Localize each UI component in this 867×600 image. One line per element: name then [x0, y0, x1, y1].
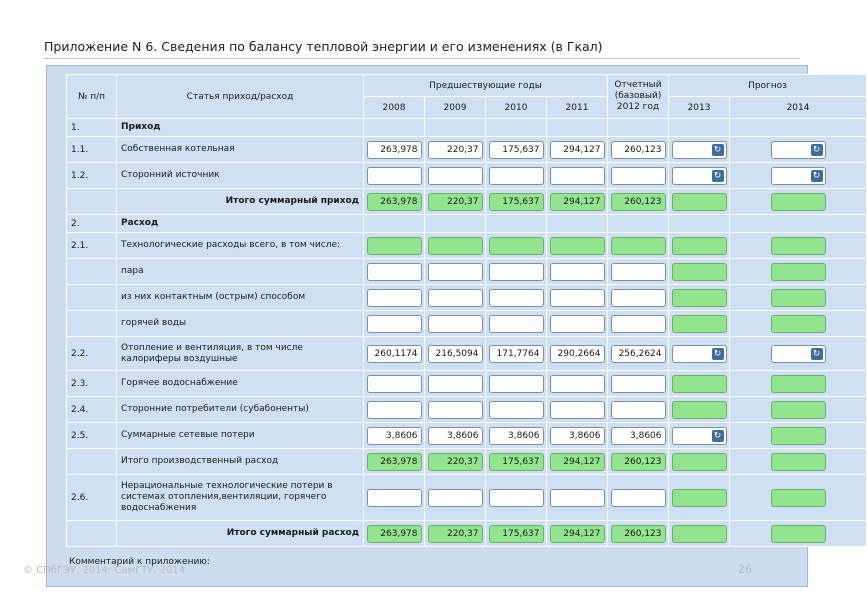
header-year: 2013	[669, 97, 730, 119]
value-input[interactable]: 220,37	[428, 193, 483, 211]
refresh-icon[interactable]: ↻	[811, 170, 823, 182]
value-cell	[486, 259, 547, 285]
value-cell	[730, 119, 867, 137]
table-row	[67, 337, 867, 371]
value-cell	[425, 137, 486, 163]
value-input[interactable]: 290,2664	[550, 345, 605, 363]
header-year: 2011	[547, 97, 608, 119]
row-label: Суммарные сетевые потери	[117, 423, 364, 449]
value-input[interactable]	[611, 263, 666, 281]
forecast-select[interactable]	[672, 167, 727, 185]
value-cell	[669, 397, 730, 423]
value-cell	[669, 371, 730, 397]
row-label: Сторонние потребители (субабоненты)	[117, 397, 364, 423]
value-cell	[608, 397, 669, 423]
value-input[interactable]	[672, 453, 727, 471]
value-cell	[669, 521, 730, 547]
value-input[interactable]	[550, 237, 605, 255]
header-row-1	[67, 75, 867, 97]
row-number	[67, 259, 117, 285]
value-input[interactable]	[771, 193, 826, 211]
value-input[interactable]	[672, 375, 727, 393]
value-input[interactable]	[367, 489, 422, 507]
value-cell	[486, 119, 547, 137]
value-input[interactable]	[611, 489, 666, 507]
row-label: Горячее водоснабжение	[117, 371, 364, 397]
value-input[interactable]	[489, 401, 544, 419]
value-input[interactable]	[611, 375, 666, 393]
value-input[interactable]	[672, 401, 727, 419]
value-input[interactable]	[550, 289, 605, 307]
forecast-select[interactable]	[771, 345, 826, 363]
value-input[interactable]: 294,127	[550, 193, 605, 211]
value-cell	[364, 475, 425, 521]
value-cell	[547, 119, 608, 137]
forecast-select[interactable]	[672, 345, 727, 363]
refresh-icon[interactable]: ↻	[712, 144, 724, 156]
value-input[interactable]	[611, 237, 666, 255]
table-row	[67, 397, 867, 423]
title-divider	[44, 58, 800, 59]
value-cell	[425, 423, 486, 449]
value-cell	[425, 233, 486, 259]
value-input[interactable]	[611, 315, 666, 333]
table-row	[67, 259, 867, 285]
value-cell	[669, 259, 730, 285]
value-cell	[364, 189, 425, 215]
refresh-icon[interactable]: ↻	[811, 144, 823, 156]
table-row	[67, 371, 867, 397]
value-cell	[608, 371, 669, 397]
row-number: 2.6.	[67, 475, 117, 521]
value-cell	[547, 215, 608, 233]
value-input[interactable]: 260,123	[611, 525, 666, 543]
value-input[interactable]	[771, 263, 826, 281]
row-label: Отопление и вентиляция, в том числе калориферы воздушные	[117, 337, 364, 371]
table-row	[67, 285, 867, 311]
value-cell	[364, 119, 425, 137]
value-cell	[669, 285, 730, 311]
value-input[interactable]: 220,37	[428, 453, 483, 471]
value-input[interactable]	[611, 289, 666, 307]
value-cell	[730, 137, 867, 163]
value-cell	[486, 189, 547, 215]
value-cell	[669, 337, 730, 371]
value-cell	[608, 233, 669, 259]
value-cell	[486, 397, 547, 423]
row-label: из них контактным (острым) способом	[117, 285, 364, 311]
value-cell	[486, 475, 547, 521]
refresh-icon[interactable]: ↻	[712, 430, 724, 442]
forecast-select[interactable]	[771, 141, 826, 159]
row-label: горячей воды	[117, 311, 364, 337]
row-number	[67, 189, 117, 215]
table-row	[67, 189, 867, 215]
value-cell	[486, 137, 547, 163]
value-input[interactable]	[367, 263, 422, 281]
value-input[interactable]	[550, 489, 605, 507]
value-input[interactable]	[611, 401, 666, 419]
row-label: Итого суммарный расход	[117, 521, 364, 547]
value-cell	[608, 449, 669, 475]
value-input[interactable]	[428, 489, 483, 507]
value-input[interactable]	[428, 401, 483, 419]
table-row	[67, 449, 867, 475]
value-cell	[547, 285, 608, 311]
table-row	[67, 163, 867, 189]
value-input[interactable]: 263,978	[367, 193, 422, 211]
value-cell	[486, 371, 547, 397]
value-input[interactable]: 263,978	[367, 525, 422, 543]
value-cell	[486, 233, 547, 259]
value-input[interactable]: 263,978	[367, 141, 422, 159]
value-cell	[608, 163, 669, 189]
value-cell	[425, 449, 486, 475]
value-input[interactable]	[672, 289, 727, 307]
value-input[interactable]	[672, 315, 727, 333]
value-cell	[425, 119, 486, 137]
table-row	[67, 233, 867, 259]
value-cell	[730, 163, 867, 189]
value-cell	[730, 259, 867, 285]
value-input[interactable]	[367, 401, 422, 419]
value-cell	[364, 337, 425, 371]
value-cell	[425, 285, 486, 311]
value-input[interactable]	[771, 315, 826, 333]
value-cell	[730, 423, 867, 449]
value-input[interactable]: 175,637	[489, 525, 544, 543]
value-input[interactable]	[550, 401, 605, 419]
value-cell	[364, 137, 425, 163]
value-input[interactable]: 3,8606	[428, 427, 483, 445]
balance-table	[66, 74, 867, 547]
value-input[interactable]: 175,637	[489, 193, 544, 211]
row-number	[67, 449, 117, 475]
value-cell	[730, 449, 867, 475]
forecast-select[interactable]	[771, 167, 826, 185]
value-cell	[547, 311, 608, 337]
row-number: 1.1.	[67, 137, 117, 163]
value-cell	[364, 371, 425, 397]
value-input[interactable]	[771, 427, 826, 445]
value-input[interactable]	[672, 193, 727, 211]
value-input[interactable]: 260,123	[611, 453, 666, 471]
value-input[interactable]	[771, 375, 826, 393]
value-input[interactable]	[672, 237, 727, 255]
value-cell	[730, 371, 867, 397]
value-input[interactable]	[489, 167, 544, 185]
value-cell	[669, 311, 730, 337]
table-row	[67, 215, 867, 233]
value-cell	[547, 521, 608, 547]
value-input[interactable]	[367, 375, 422, 393]
value-input[interactable]	[367, 289, 422, 307]
value-input[interactable]: 175,637	[489, 141, 544, 159]
refresh-icon[interactable]: ↻	[712, 170, 724, 182]
value-cell	[364, 259, 425, 285]
table-row	[67, 475, 867, 521]
value-input[interactable]	[672, 489, 727, 507]
value-cell	[425, 215, 486, 233]
value-cell	[486, 449, 547, 475]
row-label: Приход	[117, 119, 364, 137]
value-input[interactable]	[489, 289, 544, 307]
copyright-footer: © СПбГЭУ, 2014; СамГТУ, 2014	[23, 565, 186, 576]
value-cell	[730, 475, 867, 521]
header-year: 2009	[425, 97, 486, 119]
value-cell	[547, 371, 608, 397]
value-cell	[486, 423, 547, 449]
value-input[interactable]	[550, 375, 605, 393]
header-reported	[608, 75, 669, 119]
value-input[interactable]: 3,8606	[550, 427, 605, 445]
row-label: Нерациональные технологические потери в системах отопления,вентиляции, горячего водоснабжения	[117, 475, 364, 521]
value-cell	[730, 189, 867, 215]
value-input[interactable]: 220,37	[428, 525, 483, 543]
value-cell	[486, 163, 547, 189]
value-cell	[425, 371, 486, 397]
refresh-icon[interactable]: ↻	[712, 348, 724, 360]
header-year: 2008	[364, 97, 425, 119]
table-row	[67, 137, 867, 163]
value-cell	[608, 215, 669, 233]
value-input[interactable]: 220,37	[428, 141, 483, 159]
header-forecast: Прогноз	[669, 75, 867, 97]
value-cell	[364, 163, 425, 189]
row-number	[67, 285, 117, 311]
value-cell	[364, 397, 425, 423]
value-input[interactable]	[428, 263, 483, 281]
value-cell	[730, 233, 867, 259]
refresh-icon[interactable]: ↻	[811, 348, 823, 360]
header-year: 2010	[486, 97, 547, 119]
value-input[interactable]: 294,127	[550, 525, 605, 543]
value-input[interactable]: 260,123	[611, 141, 666, 159]
row-label: Итого суммарный приход	[117, 189, 364, 215]
value-input[interactable]	[489, 263, 544, 281]
value-input[interactable]	[489, 315, 544, 333]
value-input[interactable]	[771, 489, 826, 507]
value-input[interactable]	[489, 375, 544, 393]
value-cell	[486, 311, 547, 337]
value-input[interactable]: 256,2624	[611, 345, 666, 363]
value-input[interactable]: 294,127	[550, 453, 605, 471]
value-cell	[608, 285, 669, 311]
value-input[interactable]	[771, 453, 826, 471]
forecast-select[interactable]	[672, 141, 727, 159]
value-input[interactable]: 216,5094	[428, 345, 483, 363]
comment-label: Комментарий к приложению:	[69, 557, 210, 567]
value-cell	[669, 475, 730, 521]
header-year: 2014	[730, 97, 867, 119]
page-number: 26	[738, 563, 752, 576]
table-row	[67, 311, 867, 337]
value-cell	[730, 311, 867, 337]
table-row	[67, 423, 867, 449]
row-number: 2.3.	[67, 371, 117, 397]
page-title: Приложение N 6. Сведения по балансу тепловой энергии и его изменениях (в Гкал)	[44, 39, 603, 54]
value-cell	[608, 189, 669, 215]
header-num: № п/п	[67, 75, 117, 119]
value-cell	[486, 285, 547, 311]
value-cell	[669, 449, 730, 475]
value-cell	[425, 521, 486, 547]
value-cell	[669, 163, 730, 189]
value-input[interactable]: 171,7764	[489, 345, 544, 363]
value-cell	[669, 189, 730, 215]
row-number: 1.	[67, 119, 117, 137]
row-label: Расход	[117, 215, 364, 233]
row-number	[67, 311, 117, 337]
value-cell	[425, 397, 486, 423]
value-cell	[547, 259, 608, 285]
value-cell	[608, 311, 669, 337]
row-label: Собственная котельная	[117, 137, 364, 163]
value-cell	[730, 397, 867, 423]
value-cell	[669, 119, 730, 137]
value-input[interactable]	[771, 525, 826, 543]
value-cell	[730, 215, 867, 233]
row-label: Технологические расходы всего, в том числе:	[117, 233, 364, 259]
value-input[interactable]	[771, 401, 826, 419]
value-cell	[364, 423, 425, 449]
row-number: 2.2.	[67, 337, 117, 371]
value-cell	[608, 119, 669, 137]
value-input[interactable]	[550, 315, 605, 333]
value-input[interactable]	[489, 489, 544, 507]
value-input[interactable]: 294,127	[550, 141, 605, 159]
value-input[interactable]	[771, 289, 826, 307]
value-cell	[486, 521, 547, 547]
value-input[interactable]: 260,123	[611, 193, 666, 211]
value-cell	[425, 475, 486, 521]
value-input[interactable]	[367, 237, 422, 255]
value-cell	[669, 233, 730, 259]
row-label: Итого производственный расход	[117, 449, 364, 475]
row-number: 2.4.	[67, 397, 117, 423]
row-number	[67, 521, 117, 547]
value-cell	[730, 337, 867, 371]
value-cell	[547, 397, 608, 423]
value-input[interactable]: 3,8606	[489, 427, 544, 445]
value-cell	[547, 163, 608, 189]
value-cell	[547, 337, 608, 371]
value-input[interactable]	[771, 237, 826, 255]
row-number: 2.1.	[67, 233, 117, 259]
table-row	[67, 119, 867, 137]
value-input[interactable]: 263,978	[367, 453, 422, 471]
value-input[interactable]	[428, 375, 483, 393]
value-input[interactable]	[550, 263, 605, 281]
value-cell	[608, 423, 669, 449]
table-row	[67, 521, 867, 547]
row-label: Сторонний источник	[117, 163, 364, 189]
header-article: Статья приход/расход	[117, 75, 364, 119]
value-cell	[547, 423, 608, 449]
value-cell	[669, 423, 730, 449]
value-cell	[608, 337, 669, 371]
value-cell	[608, 521, 669, 547]
value-cell	[547, 189, 608, 215]
value-input[interactable]	[367, 315, 422, 333]
value-input[interactable]	[428, 167, 483, 185]
value-cell	[486, 337, 547, 371]
value-cell	[364, 215, 425, 233]
value-cell	[364, 311, 425, 337]
value-cell	[425, 189, 486, 215]
value-input[interactable]	[489, 237, 544, 255]
value-input[interactable]	[428, 237, 483, 255]
value-input[interactable]	[550, 167, 605, 185]
value-input[interactable]: 3,8606	[367, 427, 422, 445]
value-cell	[364, 285, 425, 311]
value-cell	[608, 137, 669, 163]
header-prev-years: Предшествующие годы	[364, 75, 608, 97]
value-cell	[486, 215, 547, 233]
value-cell	[364, 233, 425, 259]
row-number: 2.5.	[67, 423, 117, 449]
value-cell	[547, 137, 608, 163]
value-input[interactable]: 175,637	[489, 453, 544, 471]
value-cell	[425, 163, 486, 189]
value-input[interactable]	[428, 289, 483, 307]
row-number: 2.	[67, 215, 117, 233]
value-cell	[425, 259, 486, 285]
value-input[interactable]	[611, 167, 666, 185]
forecast-select[interactable]	[672, 427, 727, 445]
value-cell	[730, 521, 867, 547]
value-input[interactable]	[428, 315, 483, 333]
value-cell	[547, 449, 608, 475]
value-input[interactable]: 260,1174	[367, 345, 422, 363]
value-cell	[425, 337, 486, 371]
value-cell	[364, 521, 425, 547]
value-cell	[669, 215, 730, 233]
value-cell	[364, 449, 425, 475]
row-number: 1.2.	[67, 163, 117, 189]
value-cell	[547, 475, 608, 521]
row-label: пара	[117, 259, 364, 285]
value-input[interactable]: 3,8606	[611, 427, 666, 445]
value-cell	[425, 311, 486, 337]
value-cell	[669, 137, 730, 163]
value-input[interactable]	[672, 263, 727, 281]
value-cell	[547, 233, 608, 259]
header-reported-text: Отчетный (базовый) 2012 год	[614, 80, 662, 112]
value-input[interactable]	[367, 167, 422, 185]
value-cell	[608, 259, 669, 285]
value-input[interactable]	[672, 525, 727, 543]
value-cell	[608, 475, 669, 521]
value-cell	[730, 285, 867, 311]
